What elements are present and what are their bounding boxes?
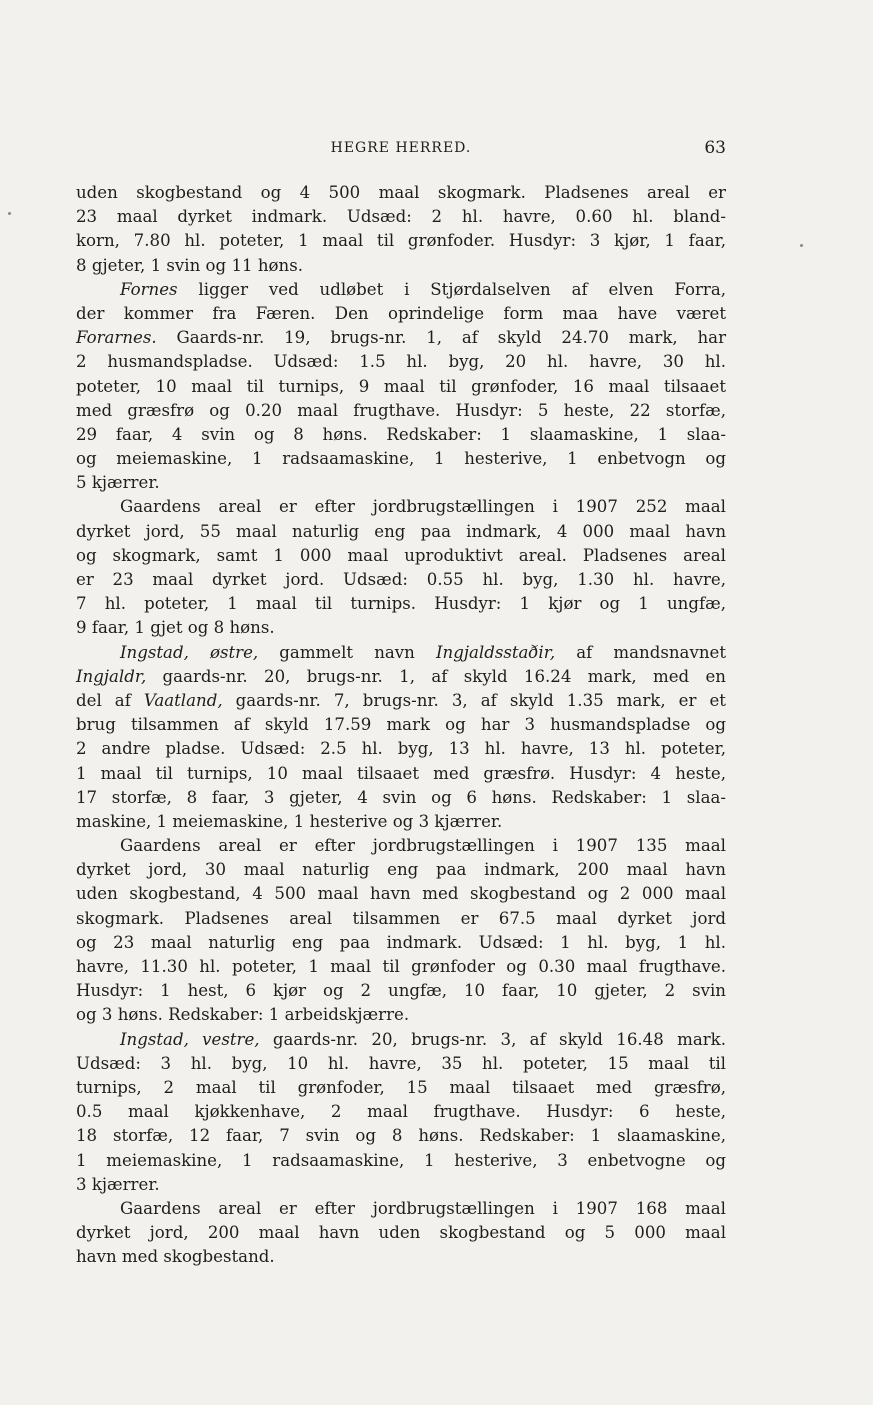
text-segment: 9 faar, 1 gjet og 8 høns. [76,618,275,638]
text-segment: og skogmark, samt 1 000 maal uproduktivt areal. Pladsenes areal [76,545,726,565]
text-segment: poteter, 10 maal til turnips, 9 maal til grønfoder, 16 maal tilsaaet [76,376,726,396]
text-segment: gaards-nr. 7, brugs-nr. 3, af skyld 1.35 mark, er et [222,690,726,710]
text-segment: Gaardens areal er efter jordbrugstællingen i 1907 135 maal [120,836,726,856]
text-line [76,326,726,350]
text-segment: 18 storfæ, 12 faar, 7 svin og 8 høns. Redskaber: 1 slaamaskine, [76,1126,726,1146]
text-segment: af mandsnavnet [555,642,726,662]
text-line [76,786,726,810]
text-segment: uden skogbestand og 4 500 maal skogmark. Pladsenes areal er [76,183,726,202]
text-segment: 29 faar, 4 svin og 8 høns. Redskaber: 1 slaamaskine, 1 slaa- [76,424,726,444]
text-segment: der kommer fra Færen. Den oprindelige form maa have været [76,303,726,323]
text-segment: gaards-nr. 20, brugs-nr. 1, af skyld 16.24 mark, med en [146,666,726,686]
text-line [76,1124,726,1148]
text-line [76,520,726,544]
scan-speck [800,244,803,247]
page-number: 63 [704,138,726,158]
text-line [76,1245,726,1269]
text-segment: og meiemaskine, 1 radsaamaskine, 1 hesterive, 1 enbetvogn og [76,449,726,469]
text-line [76,1100,726,1124]
text-line [76,762,726,786]
text-line [76,689,726,713]
body-text [76,181,726,1269]
italic-name: Ingstad, vestre, [120,1029,260,1049]
text-segment: og 23 maal naturlig eng paa indmark. Udsæd: 1 hl. byg, 1 hl. [76,932,726,952]
text-segment: Gaardens areal er efter jordbrugstællingen i 1907 168 maal [120,1198,726,1218]
scan-speck [8,212,11,215]
text-segment: uden skogbestand, 4 500 maal havn med skogbestand og 2 000 maal [76,884,726,904]
text-line [76,399,726,423]
text-line [76,544,726,568]
text-segment: turnips, 2 maal til grønfoder, 15 maal tilsaaet med græsfrø, [76,1077,726,1097]
text-segment: havre, 11.30 hl. poteter, 1 maal til grønfoder og 0.30 maal frugthave. [76,957,726,976]
text-segment: Udsæd: 3 hl. byg, 10 hl. havre, 35 hl. poteter, 15 maal til [76,1053,726,1073]
text-line [76,375,726,399]
text-segment: 0.5 maal kjøkkenhave, 2 maal frugthave. Husdyr: 6 heste, [76,1102,726,1122]
text-segment: Gaards-nr. 19, brugs-nr. 1, af skyld 24.70 mark, har [156,328,726,348]
text-line [76,471,726,495]
text-line [76,592,726,616]
text-line [76,181,726,205]
text-line [76,1221,726,1245]
text-segment: gammelt navn [258,642,436,662]
text-segment: maskine, 1 meiemaskine, 1 hesterive og 3 kjærrer. [76,811,503,831]
text-line [76,955,726,979]
text-line [76,882,726,906]
text-segment: brug tilsammen af skyld 17.59 mark og har 3 husmandspladse og [76,715,726,735]
text-line [76,205,726,229]
text-segment: 23 maal dyrket indmark. Udsæd: 2 hl. havre, 0.60 hl. bland- [76,207,726,227]
text-line [76,616,726,640]
text-segment: Husdyr: 1 hest, 6 kjør og 2 ungfæ, 10 faar, 10 gjeter, 2 svin [76,981,726,1001]
text-segment: 2 andre pladse. Udsæd: 2.5 hl. byg, 13 hl. havre, 13 hl. poteter, [76,739,726,759]
text-line [76,713,726,737]
paragraph-first-line [76,641,726,665]
text-segment: Gaardens areal er efter jordbrugstællingen i 1907 252 maal [120,497,726,517]
italic-name: Forarnes. [76,328,157,348]
italic-name: Ingjaldsstaðir, [436,642,556,662]
text-line [76,737,726,761]
text-line [76,665,726,689]
text-segment: med græsfrø og 0.20 maal frugthave. Husdyr: 5 heste, 22 storfæ, [76,400,726,420]
text-line [76,350,726,374]
text-line [76,979,726,1003]
text-line [76,1003,726,1027]
text-segment: 5 kjærrer. [76,473,160,493]
italic-name: Vaatland, [143,690,223,710]
text-line [76,858,726,882]
text-line [76,907,726,931]
text-segment: ligger ved udløbet i Stjørdalselven af elven Forra, [177,279,726,299]
text-segment: 8 gjeter, 1 svin og 11 høns. [76,255,303,275]
paragraph-first-line [76,1028,726,1052]
text-segment: 2 husmandspladse. Udsæd: 1.5 hl. byg, 20 hl. havre, 30 hl. [76,352,726,372]
text-line [76,1052,726,1076]
page-header [76,140,726,162]
text-segment: 1 meiemaskine, 1 radsaamaskine, 1 hesterive, 3 enbetvogne og [76,1150,726,1170]
running-head: HEGRE HERRED. [330,140,472,156]
text-line [76,254,726,278]
text-line [76,568,726,592]
text-line [76,931,726,955]
text-line [76,229,726,253]
text-line [76,1173,726,1197]
text-segment: del af [76,690,144,710]
text-line [76,810,726,834]
text-segment: korn, 7.80 hl. poteter, 1 maal til grønfoder. Husdyr: 3 kjør, 1 faar, [76,231,726,251]
text-segment: er 23 maal dyrket jord. Udsæd: 0.55 hl. byg, 1.30 hl. havre, [76,570,726,589]
text-segment: 7 hl. poteter, 1 maal til turnips. Husdyr: 1 kjør og 1 ungfæ, [76,594,726,614]
text-segment: 17 storfæ, 8 faar, 3 gjeter, 4 svin og 6 høns. Redskaber: 1 slaa- [76,787,726,807]
text-segment: dyrket jord, 200 maal havn uden skogbestand og 5 000 maal [76,1223,726,1243]
italic-name: Ingjaldr, [76,666,147,686]
text-segment: gaards-nr. 20, brugs-nr. 3, af skyld 16.48 mark. [259,1029,726,1049]
text-segment: og 3 høns. Redskaber: 1 arbeidskjærre. [76,1005,410,1025]
text-segment: skogmark. Pladsenes areal tilsammen er 67.5 maal dyrket jord [76,908,726,928]
text-segment: dyrket jord, 55 maal naturlig eng paa indmark, 4 000 maal havn [76,521,726,541]
paragraph-first-line [76,834,726,858]
paragraph-first-line [76,1197,726,1221]
text-line [76,302,726,326]
text-segment: 1 maal til turnips, 10 maal tilsaaet med græsfrø. Husdyr: 4 heste, [76,763,726,783]
text-line [76,423,726,447]
text-segment: havn med skogbestand. [76,1247,275,1267]
text-segment: 3 kjærrer. [76,1174,160,1194]
text-segment: dyrket jord, 30 maal naturlig eng paa indmark, 200 maal havn [76,860,726,880]
italic-name: Fornes [120,279,178,299]
text-line [76,1149,726,1173]
paragraph-first-line [76,495,726,519]
italic-name: Ingstad, østre, [120,642,259,662]
text-line [76,1076,726,1100]
text-line [76,447,726,471]
paragraph-first-line [76,278,726,302]
